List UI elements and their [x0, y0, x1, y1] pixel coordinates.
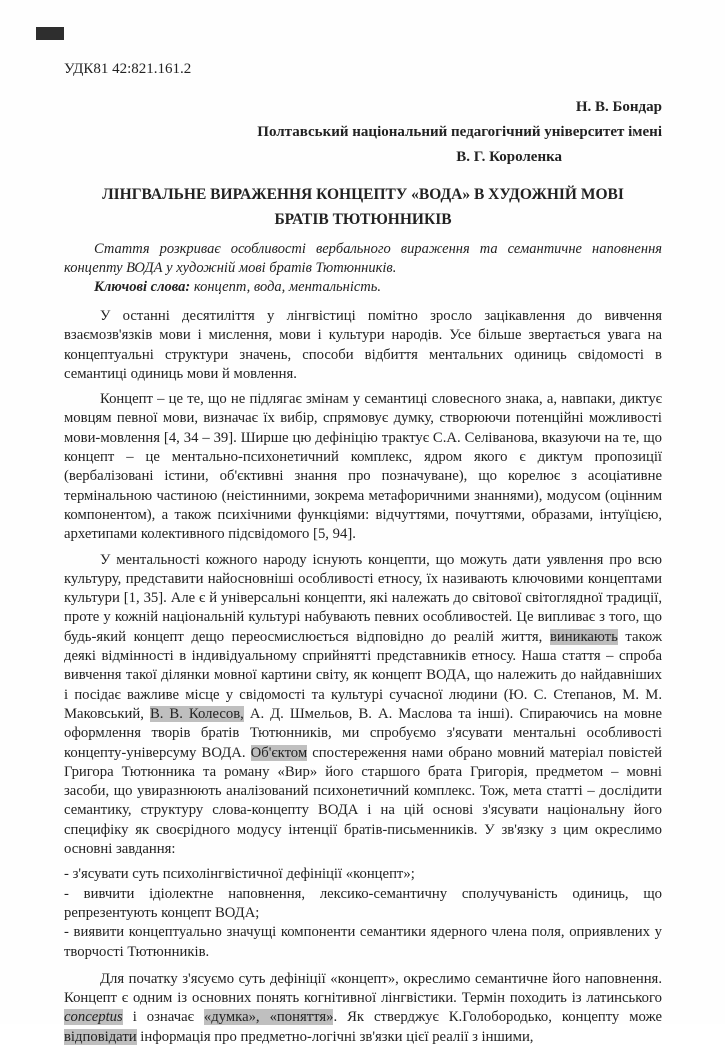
paragraph-3: [64, 551, 662, 860]
text-run: спостереження нами обрано мовний матеріал повістей Григора Тютюнника та роману «Вир» його старшого брата Григорія, предметом – мовні засоби, що увиразнюють аналізований психонетичний комплекс. Тож, мета статті – дослідити семантику, структуру слова-концепту ВОДА і на цій основі з'ясувати національну його специфіку як своєрідного модусу інтенції братів-письменників. У зв'язку з цим окреслимо основні завдання:: [64, 744, 662, 858]
author-name: Н. В. Бондар: [575, 99, 662, 115]
highlighted-text: Об'єктом: [250, 744, 308, 761]
text-run: А. Д. Шмельов, В. А. Маслова та інші). Спираючись на мовне оформлення творів братів Тютюнників, ми спробуємо з'ясувати ментальні особливості концепту-універсуму ВОДА.: [64, 705, 663, 761]
abstract-text: Стаття розкриває особливості вербального вираження та семантичне наповнення концепту ВОДА у художній мові братів Тютюнників.: [64, 241, 662, 276]
highlighted-text: «думка», «поняття»: [203, 1009, 334, 1026]
keywords-line: [64, 278, 662, 297]
paragraph-1: [64, 307, 662, 384]
task-list-item-1: [64, 865, 662, 884]
udc-code: УДК81 42:821.161.2: [64, 61, 192, 77]
text-run: - вивчити ідіолектне наповнення, лексико-семантичну сполучуваність одиниць, що репрезентують концепт ВОДА;: [64, 885, 662, 921]
highlighted-text: conceptus: [64, 1009, 123, 1026]
scan-mark: [36, 27, 64, 40]
keywords-label: Ключові слова:: [94, 279, 191, 295]
article-title-line2: БРАТІВ ТЮТЮННИКІВ: [274, 211, 452, 228]
article-title: [64, 182, 662, 232]
text-run: інформація про предметно-логічні зв'язки цієї реалії з іншими,: [136, 1028, 534, 1045]
text-run: і означає: [122, 1009, 204, 1026]
task-list-item-3: [64, 923, 662, 962]
text-run: . Як стверджує К.Голобородько, концепту може: [333, 1009, 662, 1026]
text-run: також деякі відмінності в індивідуальному сприйнятті представників етносу. Наша стаття – спроба вивчення такої ділянки мовної картини світу, як концепт ВОДА, що належить до найдавніших і посідає важливе місце у свідомості та культурі сучасної людини (Ю. С. Степанов, М. М. Маковський,: [64, 628, 662, 722]
affiliation-line1: Полтавський національний педагогічний університет імені: [257, 124, 662, 140]
text-run: Концепт – це те, що не підлягає змінам у семантиці словесного знака, а, навпаки, диктує мовцям певної мови, визначає їх вибір, спрямовує думку, створюючи потенційні можливості мови-мовлення [4, 34 – 39]. Ширше цю дефініцію трактує С.А. Селіванова, вказуючи на те, що концепт – це ментально-психонетичний комплекс, ядром якого є диктум пропозиції (вербалізовані істини, об'єктивні знання про позначуване), що корелює з асоціативне термінальною частиною (неістинними, зокрема метафоричними знаннями), модусом (оцінним компонентом), а також психічними функціями: відчуттями, почуттями, образами, інтуїцією, архетипами колективного підсвідомого [5, 94].: [64, 391, 662, 543]
article-title-line1: ЛІНГВАЛЬНЕ ВИРАЖЕННЯ КОНЦЕПТУ «ВОДА» В ХУДОЖНІЙ МОВІ: [102, 186, 624, 203]
byline: [64, 95, 662, 170]
text-run: - виявити концептуально значущі компоненти семантики ядерного члена поля, оприявлених у творчості Тютюнників.: [64, 924, 662, 960]
highlighted-text: В. В. Колесов,: [149, 705, 244, 722]
highlighted-text: виникають: [549, 628, 618, 645]
paragraph-2: [64, 390, 662, 544]
page-content: [64, 60, 662, 1053]
text-run: - з'ясувати суть психолінгвістичної дефініції «концепт»;: [64, 866, 415, 883]
task-list-item-2: [64, 885, 662, 924]
affiliation-line2: В. Г. Короленка: [456, 149, 562, 165]
text-run: У останні десятиліття у лінгвістиці помітно зросло зацікавлення до вивчення взаємозв'язків мови і мислення, мови і культури народів. Усе більше звертається увага на концептуальні структури значень, способи відбиття ментальних одиниць свідомості в семантиці одиниць мови й мовлення.: [64, 308, 662, 382]
text-run: Для початку з'ясуємо суть дефініції «концепт», окреслимо семантичне його наповнення. Концепт є одним із основних понять когнітивної лінгвістики. Термін походить із латинського: [64, 970, 662, 1007]
highlighted-text: відповідати: [64, 1028, 137, 1045]
keywords-text: концепт, вода, ментальність.: [193, 279, 381, 295]
paragraph-4: [64, 970, 662, 1047]
text-run: У ментальності кожного народу існують концепти, що можуть дати уявлення про всю культуру, представити найосновніші особливості етносу, їх називають ключовими концептами культури [1, 35]. Але є й універсальні концепти, які належать до світової світоглядної традиції, проте у кожній національній культурі набувають певних особливостей. Це випливає з того, що будь-який концепт дещо переосмислюється відповідно до реалій життя,: [64, 551, 662, 645]
